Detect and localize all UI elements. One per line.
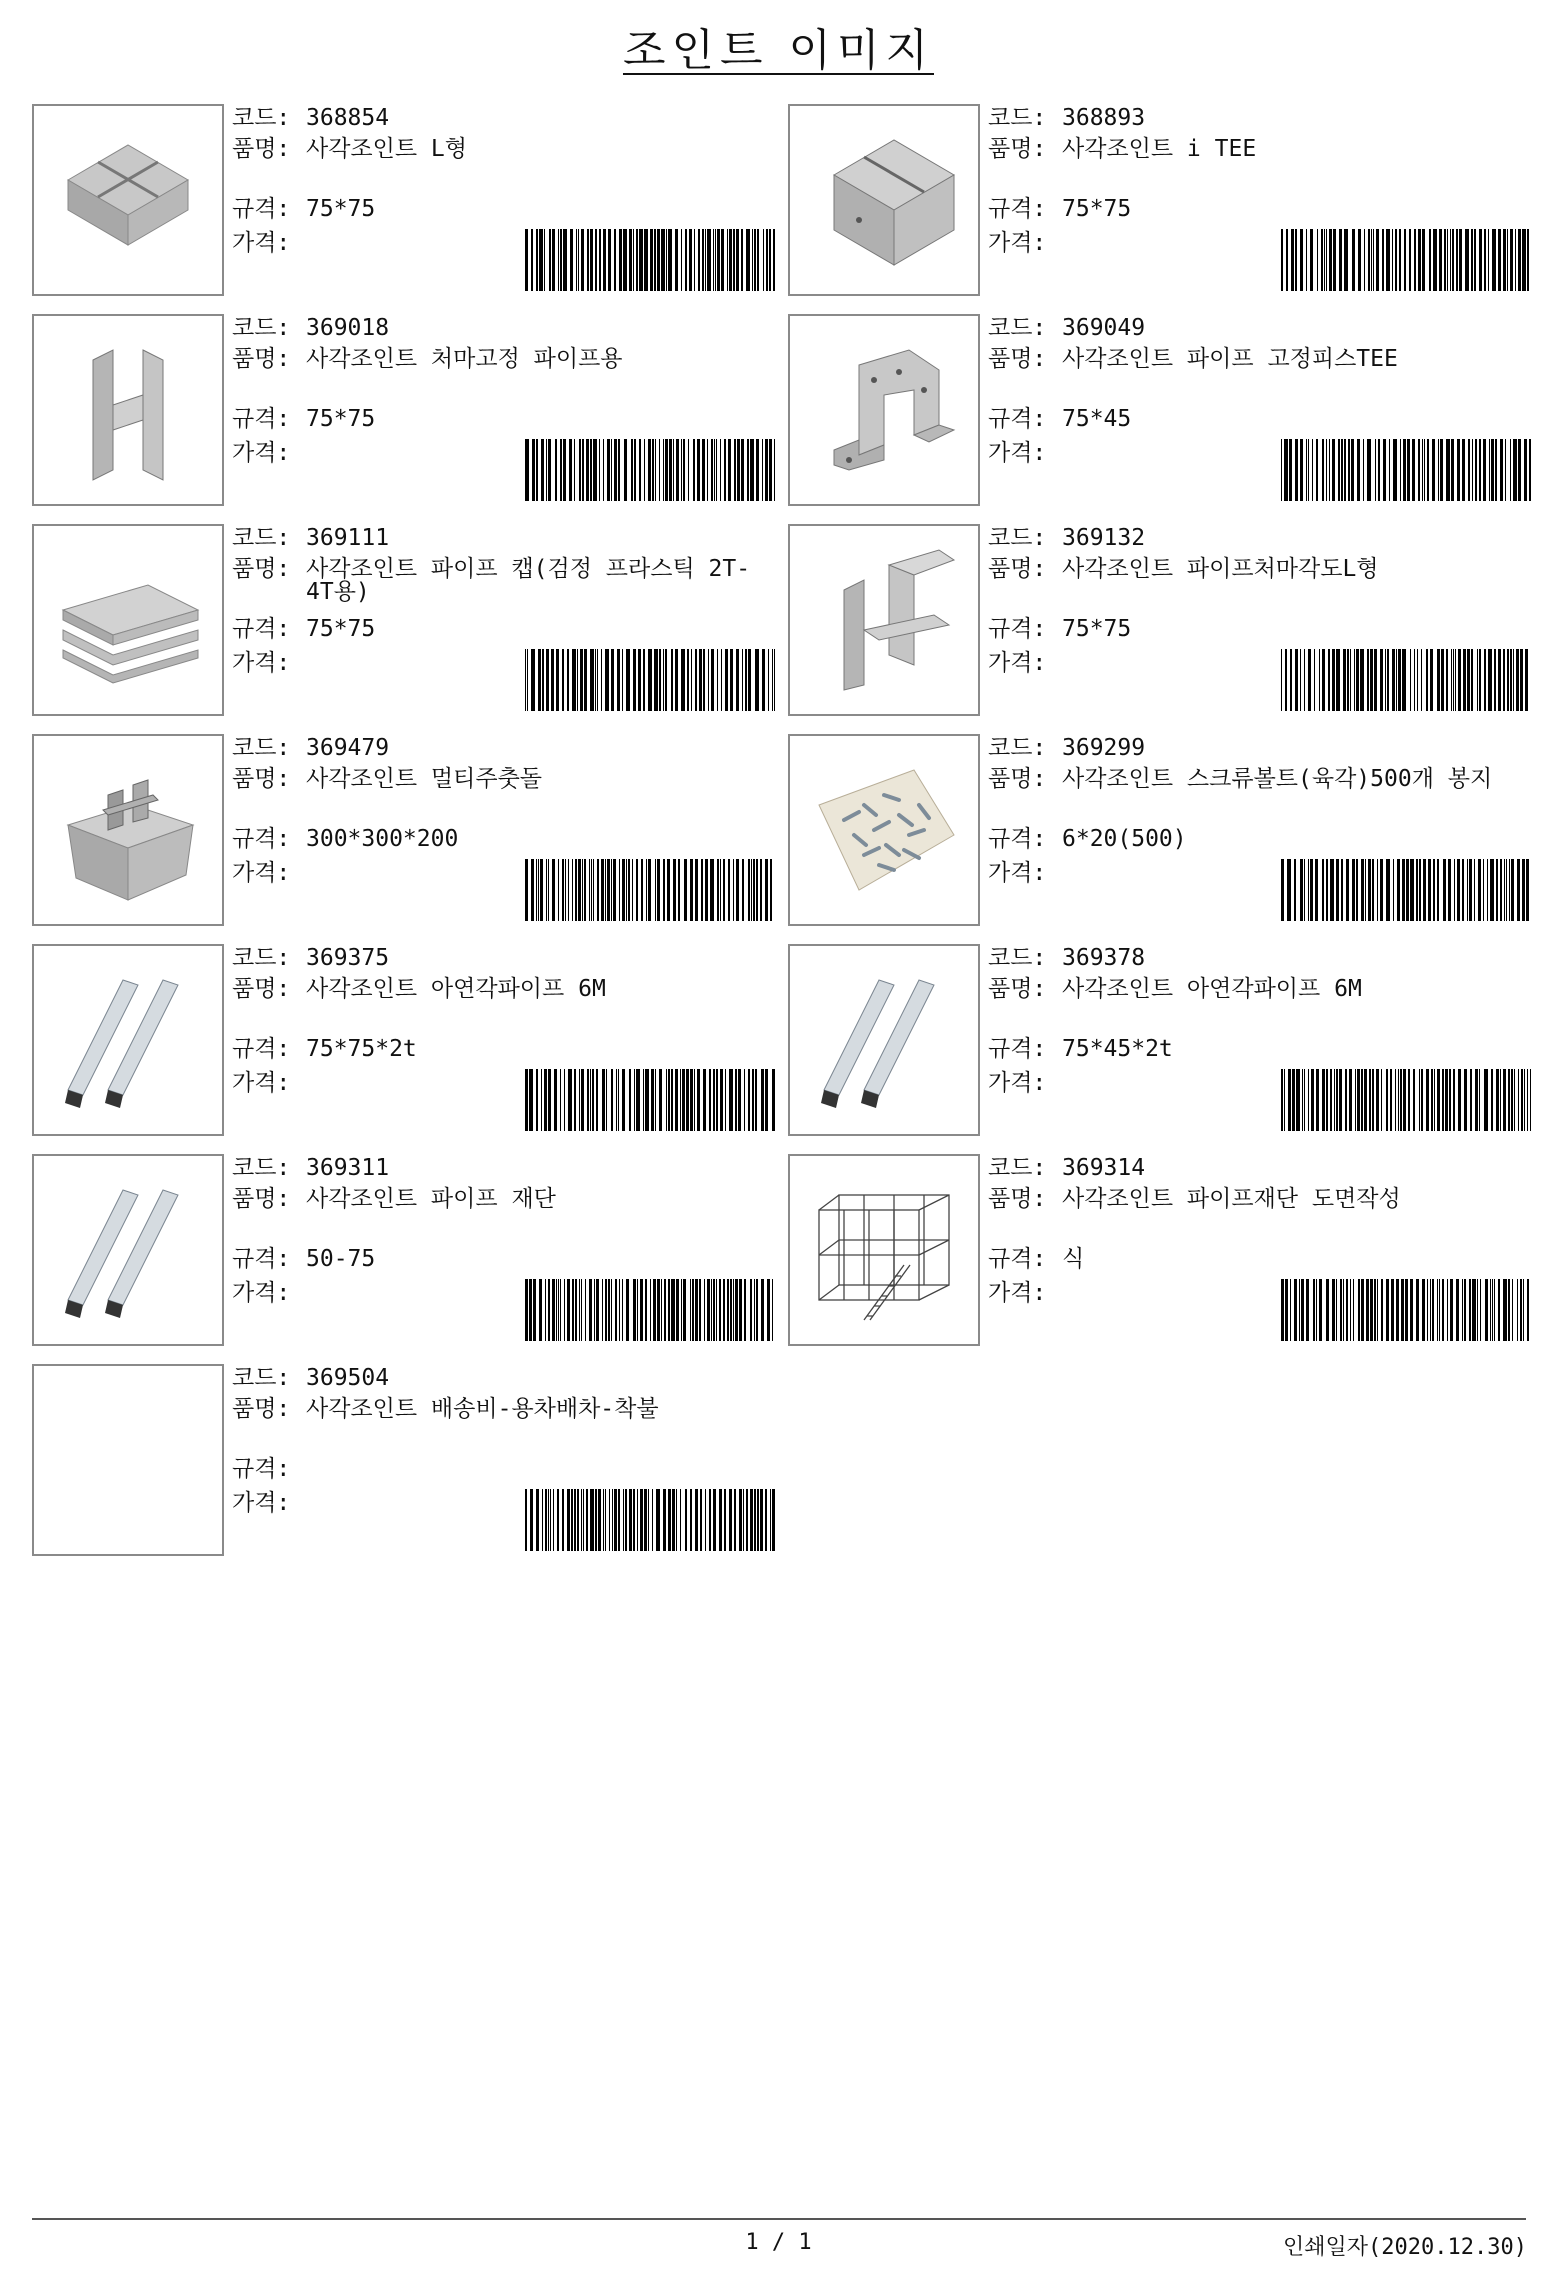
code-label: 코드: — [232, 1365, 291, 1391]
product-image — [32, 104, 224, 296]
product-code: 369314 — [1062, 1155, 1146, 1181]
product-code: 369378 — [1062, 945, 1146, 971]
product-card — [32, 314, 777, 506]
barcode — [525, 649, 775, 711]
price-label: 가격: — [988, 650, 1047, 676]
product-name: 사각조인트 파이프처마각도L형 — [1062, 556, 1379, 582]
product-image — [32, 944, 224, 1136]
spec-label: 규격: — [988, 1246, 1047, 1272]
screw-bolt-bag-icon — [804, 750, 964, 910]
i-tee-joint-icon — [804, 120, 964, 280]
product-card — [788, 1154, 1533, 1346]
spec-label: 규격: — [988, 196, 1047, 222]
eave-angle-l-icon — [804, 540, 964, 700]
name-label: 품명: — [232, 136, 291, 162]
multi-footing-stone-icon — [48, 750, 208, 910]
product-code: 369504 — [306, 1365, 390, 1391]
product-name: 사각조인트 스크류볼트(육각)500개 봉지 — [1062, 766, 1493, 792]
product-card — [32, 1364, 777, 1556]
code-label: 코드: — [232, 315, 291, 341]
price-label: 가격: — [232, 650, 291, 676]
barcode — [525, 439, 775, 501]
barcode — [1281, 859, 1531, 921]
product-name: 사각조인트 아연각파이프 6M — [1062, 976, 1362, 1002]
product-code: 368893 — [1062, 105, 1146, 131]
code-label: 코드: — [232, 1155, 291, 1181]
price-label: 가격: — [232, 860, 291, 886]
code-label: 코드: — [232, 945, 291, 971]
product-code: 369479 — [306, 735, 390, 761]
product-spec: 50-75 — [306, 1246, 376, 1272]
code-label: 코드: — [988, 1155, 1047, 1181]
spec-label: 규격: — [988, 826, 1047, 852]
product-code: 369111 — [306, 525, 390, 551]
price-label: 가격: — [232, 230, 291, 256]
product-spec: 75*75 — [1062, 196, 1132, 222]
product-code: 369311 — [306, 1155, 390, 1181]
name-label: 품명: — [232, 766, 291, 792]
product-image — [32, 524, 224, 716]
square-pipe-icon — [48, 960, 208, 1120]
barcode — [525, 229, 775, 291]
spec-label: 규격: — [232, 406, 291, 432]
name-label: 품명: — [232, 556, 291, 582]
product-name: 사각조인트 i TEE — [1062, 136, 1257, 162]
page-title: 조인트 이미지 — [622, 25, 934, 76]
square-pipe-icon — [804, 960, 964, 1120]
price-label: 가격: — [988, 1280, 1047, 1306]
print-date: 인쇄일자(2020.12.30) — [1283, 2235, 1527, 2260]
spec-label: 규격: — [232, 1246, 291, 1272]
spec-label: 규격: — [232, 196, 291, 222]
product-name: 사각조인트 파이프재단 도면작성 — [1062, 1186, 1401, 1212]
product-spec: 75*45 — [1062, 406, 1132, 432]
product-code: 369018 — [306, 315, 390, 341]
spec-label: 규격: — [232, 1456, 291, 1482]
spec-label: 규격: — [988, 406, 1047, 432]
product-name: 사각조인트 파이프 고정피스TEE — [1062, 346, 1398, 372]
product-spec: 75*75 — [306, 196, 376, 222]
product-name: 사각조인트 처마고정 파이프용 — [306, 346, 623, 372]
product-spec: 75*75 — [306, 616, 376, 642]
price-label: 가격: — [988, 440, 1047, 466]
product-spec: 75*45*2t — [1062, 1036, 1173, 1062]
product-name: 사각조인트 L형 — [306, 136, 468, 162]
name-label: 품명: — [232, 1186, 291, 1212]
product-card — [32, 944, 777, 1136]
product-card — [788, 734, 1533, 926]
price-label: 가격: — [988, 1070, 1047, 1096]
code-label: 코드: — [232, 525, 291, 551]
barcode — [1281, 439, 1531, 501]
product-card — [32, 104, 777, 296]
product-name: 사각조인트 파이프 재단 — [306, 1186, 556, 1212]
product-name: 사각조인트 아연각파이프 6M — [306, 976, 606, 1002]
code-label: 코드: — [988, 945, 1047, 971]
price-label: 가격: — [232, 1280, 291, 1306]
product-image — [788, 314, 980, 506]
product-card — [32, 1154, 777, 1346]
product-name: 사각조인트 멀티주춧돌 — [306, 766, 543, 792]
product-image — [788, 524, 980, 716]
spec-label: 규격: — [988, 616, 1047, 642]
product-card — [788, 104, 1533, 296]
product-image-empty — [32, 1364, 224, 1556]
product-spec: 6*20(500) — [1062, 826, 1187, 852]
name-label: 품명: — [988, 976, 1047, 1002]
product-name: 사각조인트 파이프 캡(검정 프라스틱 2T-4T용) — [306, 556, 751, 605]
code-label: 코드: — [232, 735, 291, 761]
frame-structure-icon — [804, 1170, 964, 1330]
product-image — [788, 1154, 980, 1346]
spec-label: 규격: — [988, 1036, 1047, 1062]
product-image — [788, 104, 980, 296]
name-label: 품명: — [988, 556, 1047, 582]
square-pipe-icon — [48, 1170, 208, 1330]
barcode — [1281, 229, 1531, 291]
product-code: 369132 — [1062, 525, 1146, 551]
l-joint-icon — [48, 120, 208, 280]
code-label: 코드: — [988, 315, 1047, 341]
code-label: 코드: — [232, 105, 291, 131]
name-label: 품명: — [988, 766, 1047, 792]
page-number: 1 / 1 — [745, 2230, 812, 2255]
product-card — [32, 524, 777, 716]
code-label: 코드: — [988, 525, 1047, 551]
product-spec: 75*75 — [306, 406, 376, 432]
product-card — [788, 524, 1533, 716]
product-spec: 식 — [1062, 1246, 1085, 1272]
product-code: 369049 — [1062, 315, 1146, 341]
product-code: 368854 — [306, 105, 390, 131]
product-code: 369299 — [1062, 735, 1146, 761]
barcode — [525, 1069, 775, 1131]
product-card — [788, 944, 1533, 1136]
name-label: 품명: — [232, 1396, 291, 1422]
price-label: 가격: — [232, 1070, 291, 1096]
name-label: 품명: — [988, 346, 1047, 372]
barcode — [525, 1489, 775, 1551]
name-label: 품명: — [988, 1186, 1047, 1212]
product-image — [32, 1154, 224, 1346]
product-card — [788, 314, 1533, 506]
name-label: 품명: — [232, 976, 291, 1002]
product-image — [788, 944, 980, 1136]
product-card — [32, 734, 777, 926]
barcode — [1281, 1069, 1531, 1131]
name-label: 품명: — [988, 136, 1047, 162]
barcode — [525, 859, 775, 921]
product-image — [788, 734, 980, 926]
pipe-cap-icon — [48, 540, 208, 700]
spec-label: 규격: — [232, 826, 291, 852]
product-name: 사각조인트 배송비-용차배차-착불 — [306, 1396, 659, 1422]
eave-fix-joint-icon — [48, 330, 208, 490]
barcode — [1281, 649, 1531, 711]
spec-label: 규격: — [232, 616, 291, 642]
footer-divider — [32, 2218, 1526, 2220]
price-label: 가격: — [232, 1490, 291, 1516]
product-image — [32, 734, 224, 926]
fix-piece-tee-icon — [804, 330, 964, 490]
barcode — [525, 1279, 775, 1341]
product-spec: 75*75*2t — [306, 1036, 417, 1062]
price-label: 가격: — [232, 440, 291, 466]
spec-label: 규격: — [232, 1036, 291, 1062]
barcode — [1281, 1279, 1531, 1341]
product-image — [32, 314, 224, 506]
product-code: 369375 — [306, 945, 390, 971]
product-spec: 300*300*200 — [306, 826, 459, 852]
name-label: 품명: — [232, 346, 291, 372]
product-spec: 75*75 — [1062, 616, 1132, 642]
price-label: 가격: — [988, 860, 1047, 886]
code-label: 코드: — [988, 735, 1047, 761]
price-label: 가격: — [988, 230, 1047, 256]
code-label: 코드: — [988, 105, 1047, 131]
